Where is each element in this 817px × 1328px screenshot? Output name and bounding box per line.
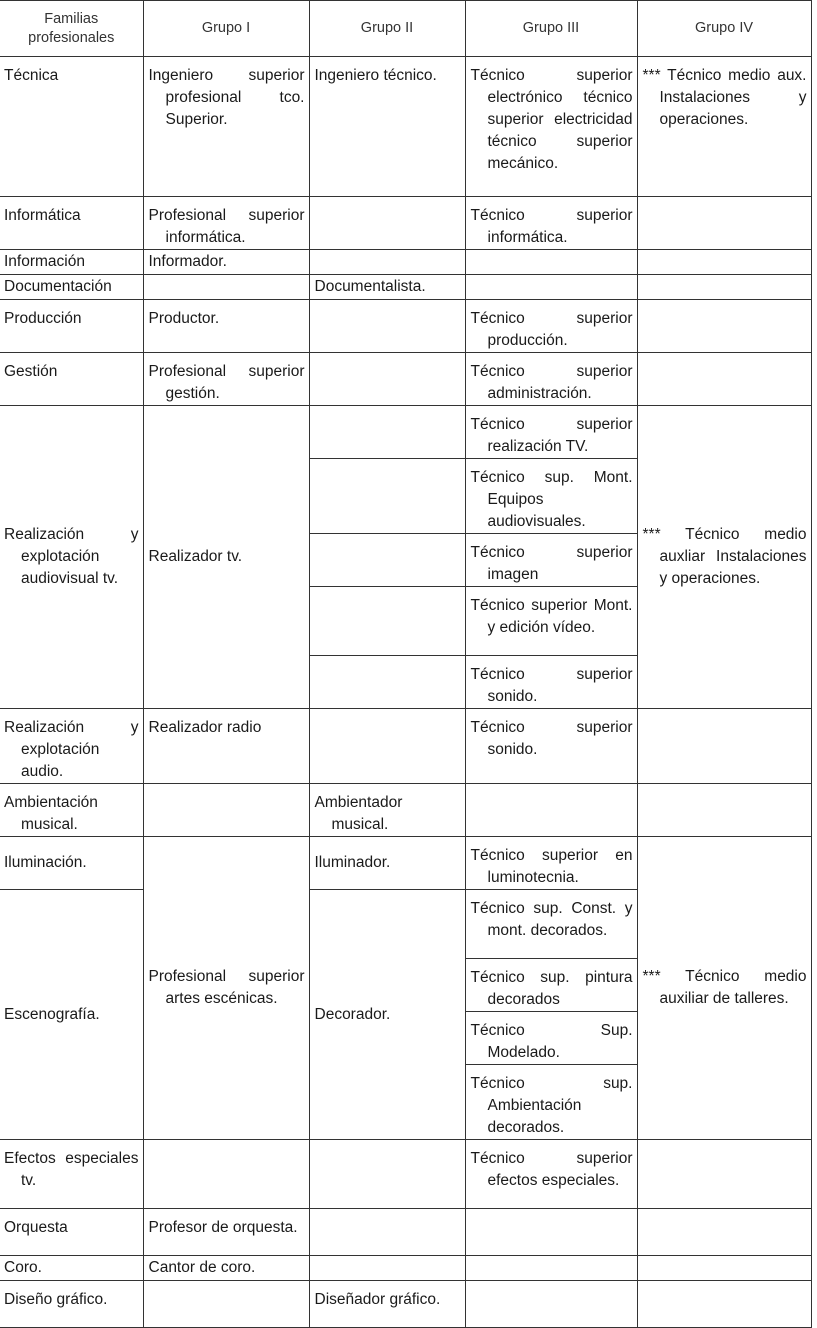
grupo-3-cell: Técnico superior producción. [465, 300, 637, 353]
header-grupo-2: Grupo II [309, 1, 465, 57]
family-cell: Información [0, 250, 143, 275]
family-cell: Ambientación musical. [0, 784, 143, 837]
table-row [0, 275, 811, 300]
grupo-4-cell [637, 353, 811, 406]
grupo-4-cell [637, 784, 811, 837]
grupo-3-cell: Técnico superior realización TV. [465, 406, 637, 459]
grupo-1-cell [143, 1281, 309, 1328]
table-row [0, 1281, 811, 1328]
grupo-2-cell [309, 300, 465, 353]
table-row [0, 353, 811, 406]
table-row [0, 300, 811, 353]
table-row [0, 784, 811, 837]
grupo-1-cell: Cantor de coro. [143, 1256, 309, 1281]
grupo-1-cell: Profesional superior gestión. [143, 353, 309, 406]
grupo-2-cell: Documentalista. [309, 275, 465, 300]
family-cell: Coro. [0, 1256, 143, 1281]
grupo-4-cell: *** Técnico medio auxliar Instalaciones y operaciones. [637, 406, 811, 709]
table-row [0, 1209, 811, 1256]
grupo-4-cell [637, 1281, 811, 1328]
grupo-3-cell: Técnico superior informática. [465, 197, 637, 250]
grupo-3-cell: Técnico superior sonido. [465, 656, 637, 709]
grupo-3-cell: Técnico superior en luminotecnia. [465, 837, 637, 890]
grupo-1-cell: Productor. [143, 300, 309, 353]
grupo-1-cell [143, 784, 309, 837]
family-cell: Realización y explotación audio. [0, 709, 143, 784]
family-cell: Efectos especiales tv. [0, 1140, 143, 1209]
grupo-4-cell [637, 300, 811, 353]
grupo-2-cell: Ingeniero técnico. [309, 57, 465, 197]
grupo-3-cell: Técnico sup. Ambientación decorados. [465, 1065, 637, 1140]
grupo-1-cell: Realizador radio [143, 709, 309, 784]
grupo-2-cell [309, 1140, 465, 1209]
grupo-1-cell: Ingeniero superior profesional tco. Superior. [143, 57, 309, 197]
grupo-3-cell [465, 275, 637, 300]
table-row [0, 250, 811, 275]
grupo-3-cell: Técnico superior electrónico técnico superior electricidad técnico superior mecánico. [465, 57, 637, 197]
grupo-4-cell [637, 709, 811, 784]
grupo-2-cell [309, 587, 465, 656]
grupo-2-cell [309, 709, 465, 784]
grupo-4-cell [637, 275, 811, 300]
grupo-4-cell [637, 1209, 811, 1256]
grupo-3-cell: Técnico superior administración. [465, 353, 637, 406]
grupo-3-cell [465, 784, 637, 837]
family-cell: Producción [0, 300, 143, 353]
family-cell: Técnica [0, 57, 143, 197]
family-cell: Diseño gráfico. [0, 1281, 143, 1328]
header-row [0, 1, 811, 57]
family-cell: Realización y explotación audiovisual tv. [0, 406, 143, 709]
header-familias: Familias profesionales [0, 1, 143, 57]
family-cell: Gestión [0, 353, 143, 406]
family-cell: Iluminación. [0, 837, 143, 890]
family-cell: Orquesta [0, 1209, 143, 1256]
table-row [0, 837, 811, 890]
grupo-3-cell: Técnico superior imagen [465, 534, 637, 587]
grupo-4-cell: *** Técnico medio auxiliar de talleres. [637, 837, 811, 1140]
grupo-3-cell [465, 1209, 637, 1256]
grupo-1-cell: Profesional superior artes escénicas. [143, 837, 309, 1140]
grupo-1-cell: Informador. [143, 250, 309, 275]
grupo-2-cell [309, 1209, 465, 1256]
family-cell: Escenografía. [0, 890, 143, 1140]
grupo-1-cell [143, 1140, 309, 1209]
grupo-3-cell: Técnico superior efectos especiales. [465, 1140, 637, 1209]
grupo-3-cell [465, 250, 637, 275]
grupo-2-cell [309, 459, 465, 534]
grupo-3-cell: Técnico superior Mont. y edición vídeo. [465, 587, 637, 656]
table-row [0, 1256, 811, 1281]
grupo-3-cell: Técnico sup. Const. y mont. decorados. [465, 890, 637, 959]
grupo-2-cell [309, 1256, 465, 1281]
grupo-4-cell: *** Técnico medio aux. Instalaciones y operaciones. [637, 57, 811, 197]
header-grupo-3: Grupo III [465, 1, 637, 57]
table-row [0, 709, 811, 784]
table-row [0, 197, 811, 250]
grupo-3-cell: Técnico sup. Mont. Equipos audiovisuales. [465, 459, 637, 534]
grupo-3-cell: Técnico Sup. Modelado. [465, 1012, 637, 1065]
family-cell: Documentación [0, 275, 143, 300]
grupo-2-cell [309, 353, 465, 406]
grupo-4-cell [637, 1256, 811, 1281]
grupo-4-cell [637, 1140, 811, 1209]
grupo-2-cell [309, 534, 465, 587]
header-grupo-1: Grupo I [143, 1, 309, 57]
grupo-2-cell: Diseñador gráfico. [309, 1281, 465, 1328]
grupo-3-cell: Técnico superior sonido. [465, 709, 637, 784]
grupo-1-cell: Profesional superior informática. [143, 197, 309, 250]
grupo-1-cell: Profesor de orquesta. [143, 1209, 309, 1256]
grupo-3-cell: Técnico sup. pintura decorados [465, 959, 637, 1012]
grupo-3-cell [465, 1256, 637, 1281]
table-row [0, 406, 811, 459]
grupo-2-cell [309, 197, 465, 250]
grupo-2-cell [309, 406, 465, 459]
grupo-4-cell [637, 197, 811, 250]
grupo-2-cell: Decorador. [309, 890, 465, 1140]
family-cell: Informática [0, 197, 143, 250]
grupo-1-cell: Realizador tv. [143, 406, 309, 709]
header-grupo-4: Grupo IV [637, 1, 811, 57]
grupo-4-cell [637, 250, 811, 275]
grupo-2-cell [309, 250, 465, 275]
grupo-2-cell: Ambientador musical. [309, 784, 465, 837]
grupo-2-cell: Iluminador. [309, 837, 465, 890]
grupo-3-cell [465, 1281, 637, 1328]
grupo-2-cell [309, 656, 465, 709]
table-row [0, 1140, 811, 1209]
table-row [0, 57, 811, 197]
grupo-1-cell [143, 275, 309, 300]
